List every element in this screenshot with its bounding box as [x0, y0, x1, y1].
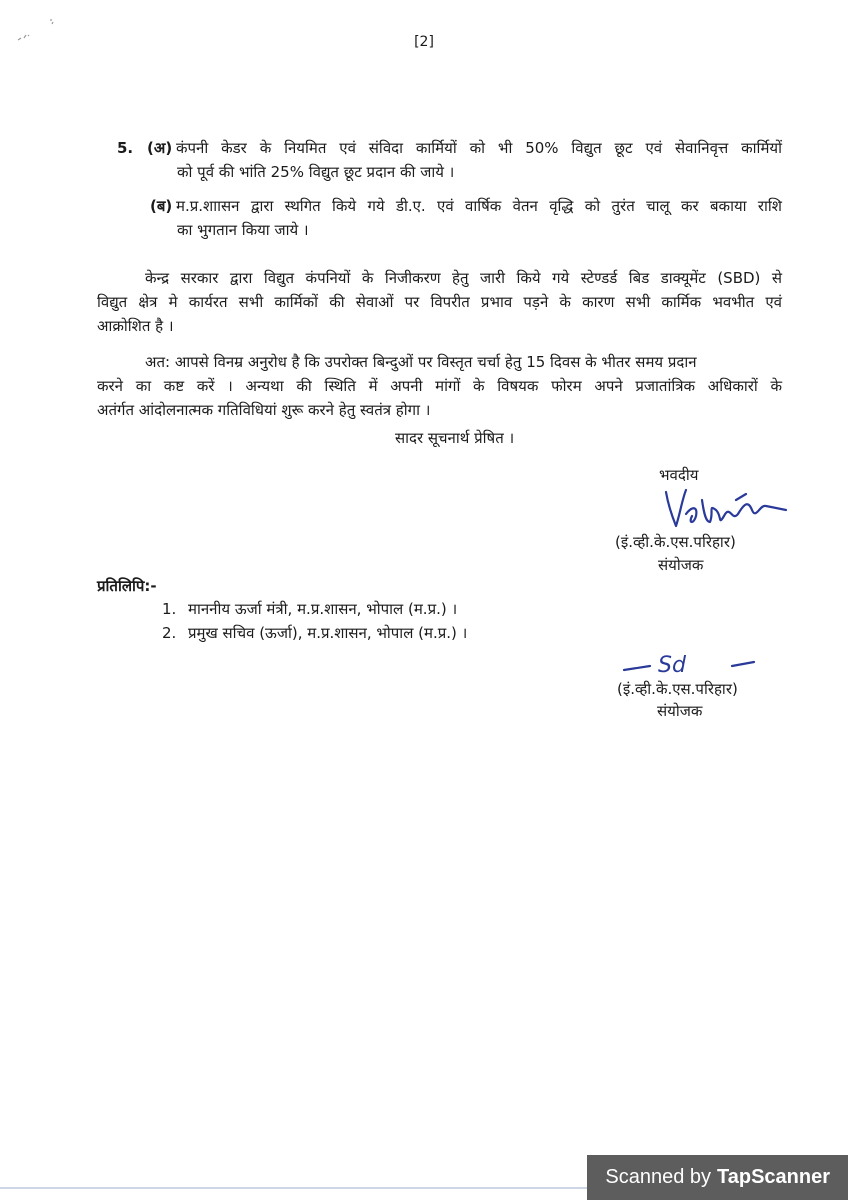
list-item-number: 2. [162, 624, 177, 642]
watermark-prefix: Scanned by [605, 1166, 711, 1188]
page-number: [2] [414, 34, 434, 50]
item-a-line-1: कंपनी केडर के नियमित एवं संविदा कार्मियों को भी 50% विद्युत छूट एवं सेवानिवृत्त कार्मियों [176, 139, 782, 157]
paragraph-1-line-1: केन्द्र सरकार द्वारा विद्युत कंपनियों के निजीकरण हेतु जारी किये गये स्टेण्डर्ड बिड डाक्यूमेंट (SBD) से [145, 269, 782, 287]
scan-edge-line [0, 1187, 600, 1189]
item-b-line-1: म.प्र.शाासन द्वारा स्थगित किये गये डी.ए. एवं वार्षिक वेतन वृद्धि को तुरंत चालू कर बकाया राशि [176, 197, 782, 215]
list-item [162, 621, 467, 645]
list-item-number: 1. [162, 600, 177, 618]
closing-line: सादर सूचनार्थ प्रेषित । [395, 429, 515, 447]
item-number: 5. [117, 139, 134, 157]
item-a-line-2: को पूर्व की भांति 25% विद्युत छूट प्रदान की जाये । [177, 163, 455, 181]
paragraph-2-line-1: अत: आपसे विनम्र अनुरोध है कि उपरोक्त बिन्दुओं पर विस्तृत चर्चा हेतु 15 दिवस के भीतर समय प्रदान [145, 353, 697, 371]
paragraph-1-line-3: आक्रोशित है । [97, 317, 174, 335]
list-item [162, 597, 467, 621]
item-b-marker: (ब) [150, 197, 173, 215]
scanner-watermark [587, 1155, 848, 1200]
salutation: भवदीय [659, 466, 699, 484]
item-b-line-2: का भुगतान किया जाये । [177, 221, 309, 239]
signatory-title: संयोजक [658, 556, 704, 574]
signatory-name: (इं.व्ही.के.एस.परिहार) [615, 533, 736, 551]
list-item-text: माननीय ऊर्जा मंत्री, म.प्र.शासन, भोपाल (म.प्र.) । [188, 600, 458, 618]
paragraph-1-line-2: विद्युत क्षेत्र मे कार्यरत सभी कार्मिकों की सेवाओं पर विपरीत प्रभाव पड़ने के कारण सभी कार्मिक भवभीत एवं [97, 293, 782, 311]
paragraph-2-line-3: अतंर्गत आंदोलनात्मक गतिविधियां शुरू करने हेतु स्वतंत्र होगा । [97, 401, 431, 419]
copy-to-heading: प्रतिलिपि:- [97, 577, 157, 595]
second-signatory-name: (इं.व्ही.के.एस.परिहार) [617, 680, 738, 698]
sd-mark-text: Sd [658, 653, 686, 678]
copy-to-list [162, 597, 467, 645]
paragraph-2-line-2: करने का कष्ट करें । अन्यथा की स्थिति में अपनी मांगों के विषयक फोरम अपने प्रजातांत्रिक अधिकारों के [97, 377, 782, 395]
item-a-marker: (अ) [147, 139, 173, 157]
second-signatory-title: संयोजक [657, 702, 703, 720]
watermark-brand: TapScanner [717, 1166, 830, 1188]
list-item-text: प्रमुख सचिव (ऊर्जा), म.प्र.शासन, भोपाल (म.प्र.) । [188, 624, 468, 642]
